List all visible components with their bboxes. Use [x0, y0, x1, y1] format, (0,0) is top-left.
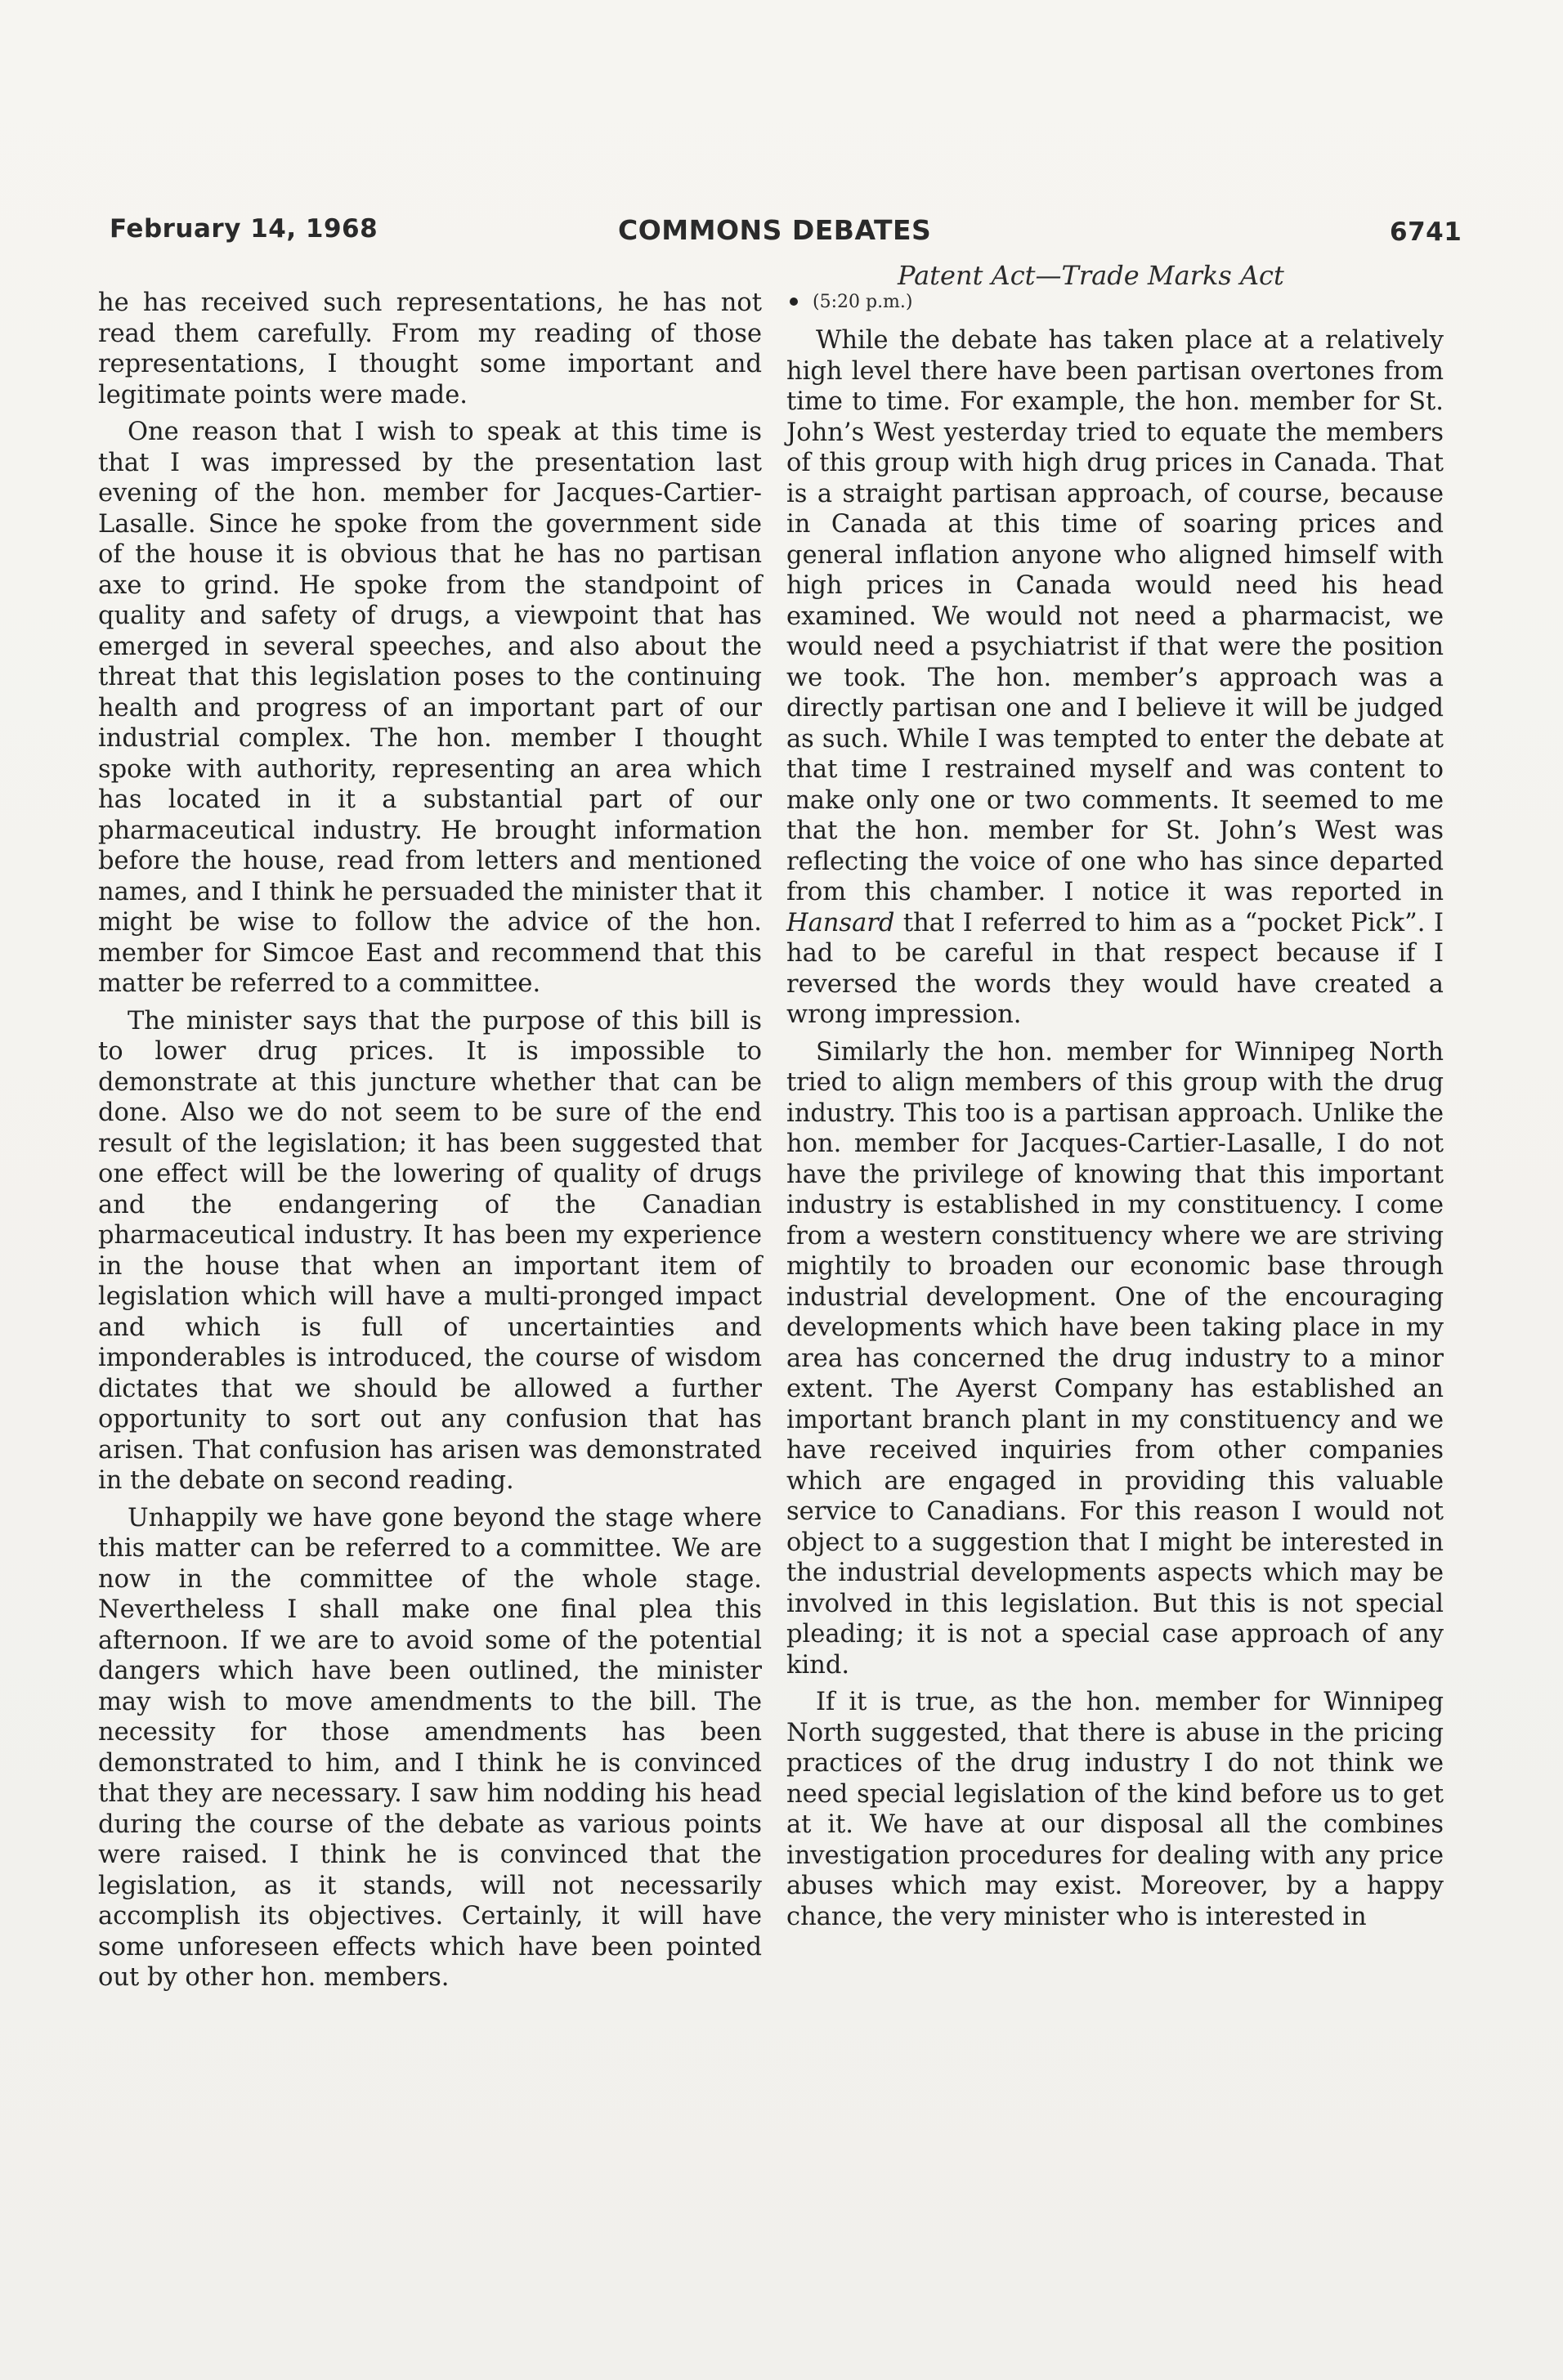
- left-paragraph: One reason that I wish to speak at this time is that I was impressed by the presentation last evening of the hon. member for Jacques-Cartier-Lasalle. Since he spoke from the government side of the house it is obvious that he has no partisan axe to grind. He spoke from the standpoint of quality and safety of drugs, a viewpoint that has emerged in several speeches, and also about the threat that this legislation poses to the continuing health and progress of an important part of our industrial complex. The hon. member I thought spoke with authority, representing an area which has located in it a substantial part of our pharmaceutical industry. He brought information before the house, read from letters and mentioned names, and I think he persuaded the minister that it might be wise to follow the advice of the hon. member for Simcoe East and recommend that this matter be referred to a committee.: [98, 418, 762, 998]
- running-head: Patent Act—Trade Marks Act: [898, 260, 1284, 291]
- right-paragraph-text: While the debate has taken place at a relatively high level there have been partisan overtones from time to time. For example, the hon. member for St. John’s West yesterday tried to equate the members of this group with high drug prices in Canada. That is a straight partisan approach, of course, because in Canada at this time of soaring prices and general inflation anyone who aligned himself with high prices in Canada would need his head examined. We would not need a pharmacist, we would need a psychiatrist if that were the position we took. The hon. member’s approach was a directly partisan one and I believe it will be judged as such. While I was tempted to enter the debate at that time I restrained myself and was content to make only one or two comments. It seemed to me that the hon. member for St. John’s West was reflecting the voice of one who has since departed from this chamber. I notice it was reported in: [786, 326, 1444, 906]
- left-paragraph: he has received such representations, he has not read them carefully. From my reading of those representations, I thought some important and legitimate points were made.: [98, 289, 762, 409]
- right-paragraph: [786, 325, 1444, 1031]
- left-paragraph: Unhappily we have gone beyond the stage where this matter can be referred to a committee. We are now in the committee of the whole stage. Nevertheless I shall make one final plea this afternoon. If we are to avoid some of the potential dangers which have been outlined, the minister may wish to move amendments to the bill. The necessity for those amendments has been demonstrated to him, and I think he is convinced that they are necessary. I saw him nodding his head during the course of the debate as various points were raised. I think he is convinced that the legislation, as it stands, will not necessarily accomplish its objectives. Certainly, it will have some unforeseen effects which have been pointed out by other hon. members.: [98, 1503, 762, 1992]
- right-paragraph: If it is true, as the hon. member for Winnipeg North suggested, that there is abuse in the pricing practices of the drug industry I do not think we need special legislation of the kind before us to get at it. We have at our disposal all the combines investigation procedures for dealing with any price abuses which may exist. Moreover, by a happy chance, the very minister who is interested in: [786, 1688, 1444, 1931]
- right-paragraph-tail: that I referred to him as a “pocket Pick”. I had to be careful in that respect because if I reversed the words they would have created a wrong impression.: [786, 908, 1444, 1029]
- left-column: [98, 288, 762, 2000]
- header-date: February 14, 1968: [110, 214, 378, 244]
- page-number: 6741: [1390, 217, 1462, 247]
- hansard-italic: Hansard: [786, 908, 895, 937]
- right-paragraph: Similarly the hon. member for Winnipeg North tried to align members of this group with the drug industry. This too is a partisan approach. Unlike the hon. member for Jacques-Cartier-Lasalle, I do not have the privilege of knowing that this important industry is established in my constituency. I come from a western constituency where we are striving mightily to broaden our economic base through industrial development. One of the encouraging developments which have been taking place in my area has concerned the drug industry to a minor extent. The Ayerst Company has established an important branch plant in my constituency and we have received inquiries from other companies which are engaged in providing this valuable service to Canadians. For this reason I would not object to a suggestion that I might be interested in the industrial developments aspects which may be involved in this legislation. But this is not special pleading; it is not a special case approach of any kind.: [786, 1037, 1444, 1680]
- right-column: [786, 289, 1444, 1939]
- timestamp-text: (5:20 p.m.): [813, 292, 913, 312]
- header-title: COMMONS DEBATES: [618, 214, 932, 246]
- bullet-icon: [790, 298, 798, 306]
- timestamp: [786, 289, 1444, 315]
- left-paragraph: The minister says that the purpose of this bill is to lower drug prices. It is impossible to demonstrate at this juncture whether that can be done. Also we do not seem to be sure of the end result of the legislation; it has been suggested that one effect will be the lowering of quality of drugs and the endangering of the Canadian pharmaceutical industry. It has been my experience in the house that when an important item of legislation which will have a multi-pronged impact and which is full of uncertainties and imponderables is introduced, the course of wisdom dictates that we should be allowed a further opportunity to sort out any confusion that has arisen. That confusion has arisen was demonstrated in the debate on second reading.: [98, 1006, 762, 1495]
